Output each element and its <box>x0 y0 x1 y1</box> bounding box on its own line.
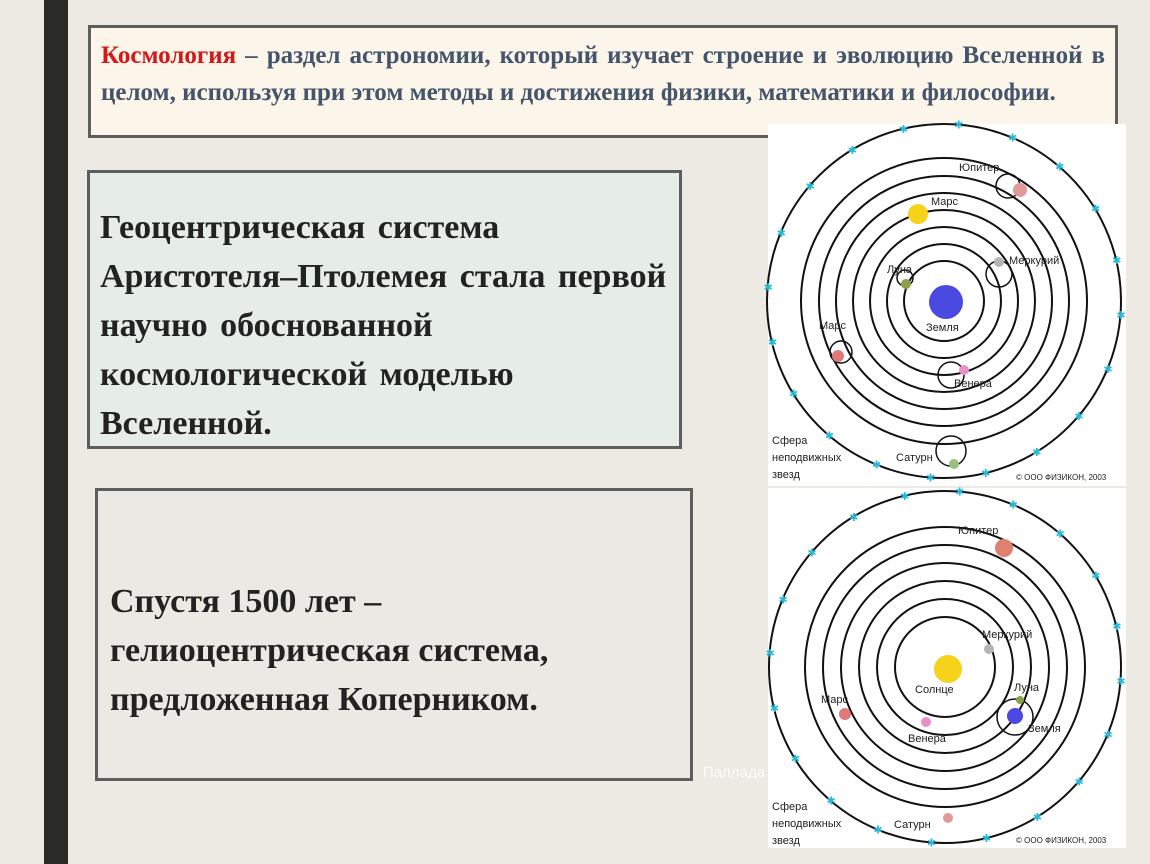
fixed-star-icon: ✱ <box>788 388 799 401</box>
fixed-star-icon: ✱ <box>767 337 778 350</box>
geo-mercury-icon <box>994 257 1004 267</box>
fixed-star-icon: ✱ <box>1008 499 1018 512</box>
helio-moon-icon <box>1016 696 1024 704</box>
definition-box <box>88 25 1118 138</box>
geo-sphere-label-2: неподвижных <box>772 452 842 464</box>
geo-mars-icon <box>832 350 844 362</box>
geo-saturn-icon <box>949 459 959 469</box>
fixed-star-icon: ✱ <box>1103 729 1113 742</box>
fixed-star-icon: ✱ <box>805 180 815 193</box>
helio-label-venus: Венера <box>908 733 946 745</box>
geo-sun-icon <box>908 204 928 224</box>
fixed-star-icon: ✱ <box>763 281 773 294</box>
fixed-star-icon: ✱ <box>1103 363 1113 376</box>
fixed-star-icon: ✱ <box>1112 621 1122 634</box>
fixed-star-icon: ✱ <box>769 702 780 715</box>
fixed-star-icon: ✱ <box>847 144 857 157</box>
geo-label-jupiter: Юпитер <box>959 162 1000 174</box>
fixed-star-icon: ✱ <box>1112 254 1122 267</box>
helio-label-earth: Земля <box>1028 723 1061 735</box>
fixed-star-icon: ✱ <box>849 511 859 524</box>
fixed-star-icon: ✱ <box>873 824 883 837</box>
fixed-star-icon: ✱ <box>1116 676 1126 689</box>
helio-label-mercury: Меркурий <box>982 629 1033 641</box>
helio-label-moon: Луна <box>1014 682 1040 694</box>
geocentric-diagram <box>763 119 1126 486</box>
geo-label-mercury: Меркурий <box>1009 255 1060 267</box>
fixed-star-icon: ✱ <box>1007 132 1018 145</box>
fixed-star-icon: ✱ <box>925 472 936 485</box>
heliocentric-text: Спустя 1500 лет – гелиоцентрическая система, предложенная Коперником. <box>110 583 549 718</box>
geo-sphere-label-3: звезд <box>772 469 800 481</box>
helio-saturn-icon <box>943 813 953 823</box>
helio-sphere-label-2: неподвижных <box>772 818 842 830</box>
helio-sun-icon <box>934 655 962 683</box>
helio-sphere-label-3: звезд <box>772 835 800 847</box>
geo-jupiter-icon <box>1013 183 1027 197</box>
fixed-star-icon: ✱ <box>900 490 910 503</box>
fixed-star-icon: ✱ <box>826 795 836 808</box>
geo-label-earth: Земля <box>926 322 959 334</box>
fixed-star-icon: ✱ <box>1091 203 1101 216</box>
fixed-star-icon: ✱ <box>1032 812 1042 825</box>
fixed-star-icon: ✱ <box>954 119 964 132</box>
helio-jupiter-icon <box>995 539 1013 557</box>
fixed-star-icon: ✱ <box>1055 528 1065 541</box>
fixed-star-icon: ✱ <box>981 468 991 481</box>
fixed-star-icon: ✱ <box>898 123 909 136</box>
geo-label-venus: Венера <box>954 378 992 390</box>
fixed-star-icon: ✱ <box>955 486 965 499</box>
fixed-star-icon: ✱ <box>1074 411 1084 424</box>
helio-venus-icon <box>921 717 931 727</box>
helio-mars-icon <box>839 708 851 720</box>
helio-credit: © ООО ФИЗИКОН, 2003 <box>1016 836 1107 845</box>
geo-label-mars: Марс <box>819 320 847 332</box>
heliocentric-diagram <box>765 486 1126 850</box>
helio-label-saturn: Сатурн <box>894 819 931 831</box>
geo-venus-icon <box>959 365 969 375</box>
geo-credit: © ООО ФИЗИКОН, 2003 <box>1016 473 1107 482</box>
helio-label-mars: Марс <box>821 694 849 706</box>
geo-earth-icon <box>929 285 963 319</box>
geo-label-moon: Луна <box>887 264 913 276</box>
geo-label-saturn: Сатурн <box>896 452 933 464</box>
helio-label-jupiter: Юпитер <box>958 525 999 537</box>
geo-moon-icon <box>901 279 911 289</box>
geocentric-text: Геоцентрическая система Аристотеля–Птолемея стала первой научно обоснованной космологической моделью Вселенной. <box>100 209 667 442</box>
fixed-star-icon: ✱ <box>872 459 882 472</box>
geocentric-text-box <box>87 170 682 449</box>
helio-sphere-label-1: Сфера <box>772 801 808 813</box>
definition-term: Космология <box>101 42 237 69</box>
geo-sphere-label-1: Сфера <box>772 435 808 447</box>
helio-earth-icon <box>1007 708 1023 724</box>
geo-label-sun: Марс <box>931 196 959 208</box>
fixed-star-icon: ✱ <box>1091 570 1101 583</box>
fixed-star-icon: ✱ <box>1032 447 1042 460</box>
fixed-star-icon: ✱ <box>790 753 801 766</box>
helio-mercury-icon <box>984 644 994 654</box>
fixed-star-icon: ✱ <box>765 647 775 660</box>
left-sidebar-bar <box>44 0 68 864</box>
fixed-star-icon: ✱ <box>1074 776 1084 789</box>
fixed-star-icon: ✱ <box>824 430 835 443</box>
fixed-star-icon: ✱ <box>981 833 992 846</box>
fixed-star-icon: ✱ <box>778 594 788 607</box>
fixed-star-icon: ✱ <box>776 228 786 241</box>
watermark: Паллада <box>703 764 766 781</box>
fixed-star-icon: ✱ <box>926 837 937 850</box>
fixed-star-icon: ✱ <box>807 547 817 560</box>
definition-text: – раздел астрономии, который изучает строение и эволюцию Вселенной в целом, используя при этом методы и достижения физики, математики и философии. <box>101 42 1105 106</box>
helio-label-sun: Солнце <box>915 684 954 696</box>
fixed-star-icon: ✱ <box>1055 161 1065 174</box>
fixed-star-icon: ✱ <box>1116 310 1126 323</box>
heliocentric-text-box <box>95 488 693 781</box>
